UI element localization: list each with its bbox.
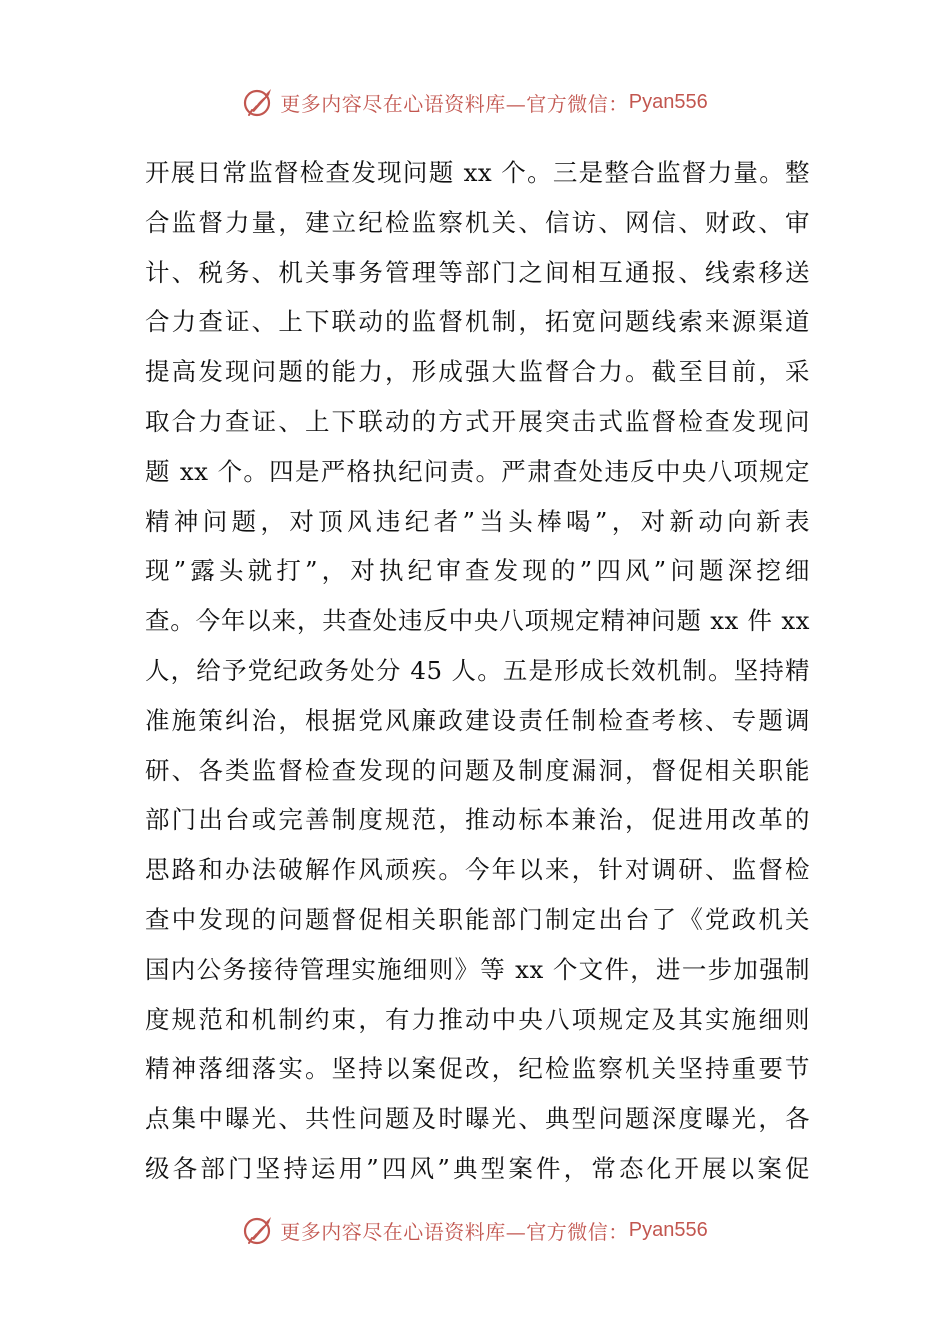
quill-pen-logo-icon bbox=[242, 1213, 276, 1247]
text-line: 取合力查证、上下联动的方式开展突击式监督检查发现问 bbox=[145, 406, 810, 436]
header-wechat-id: Pyan556 bbox=[628, 90, 708, 113]
text-line: 计、税务、机关事务管理等部门之间相互通报、线索移送 bbox=[145, 257, 810, 287]
header-banner-text: 更多内容尽在心语资料库—官方微信： bbox=[280, 91, 629, 116]
footer-watermark-banner bbox=[0, 1210, 950, 1250]
text-line: 级各部门坚持运用”四风”典型案件，常态化开展以案促 bbox=[145, 1153, 810, 1183]
text-line: 合监督力量，建立纪检监察机关、信访、网信、财政、审 bbox=[145, 207, 810, 237]
text-line: 研、各类监督检查发现的问题及制度漏洞，督促相关职能 bbox=[145, 755, 810, 785]
header-watermark-banner bbox=[0, 82, 950, 122]
footer-wechat-id: Pyan556 bbox=[628, 1218, 708, 1241]
text-line: 合力查证、上下联动的监督机制，拓宽问题线索来源渠道 bbox=[145, 307, 810, 337]
text-line: 度规范和机制约束，有力推动中央八项规定及其实施细则 bbox=[145, 1004, 810, 1034]
text-line: 精神问题，对顶风违纪者”当头棒喝”，对新动向新表 bbox=[145, 506, 810, 536]
text-line: 人，给予党纪政务处分 45 人。五是形成长效机制。坚持精 bbox=[145, 655, 810, 685]
text-line: 提高发现问题的能力，形成强大监督合力。截至目前，采 bbox=[145, 357, 810, 387]
footer-banner-text: 更多内容尽在心语资料库—官方微信： bbox=[280, 1219, 629, 1244]
text-line: 国内公务接待管理实施细则》等 xx 个文件，进一步加强制 bbox=[145, 954, 810, 984]
text-line: 精神落细落实。坚持以案促改，纪检监察机关坚持重要节 bbox=[145, 1054, 810, 1084]
text-line: 部门出台或完善制度规范，推动标本兼治，促进用改革的 bbox=[145, 805, 810, 835]
quill-pen-logo-icon bbox=[242, 85, 276, 119]
text-line: 查中发现的问题督促相关职能部门制定出台了《党政机关 bbox=[145, 904, 810, 934]
text-line: 查。今年以来，共查处违反中央八项规定精神问题 xx 件 xx bbox=[145, 606, 810, 636]
text-line: 准施策纠治，根据党风廉政建设责任制检查考核、专题调 bbox=[145, 705, 810, 735]
text-line: 现”露头就打”，对执纪审查发现的”四风”问题深挖细 bbox=[145, 556, 810, 586]
text-line: 题 xx 个。四是严格执纪问责。严肃查处违反中央八项规定 bbox=[145, 456, 810, 486]
text-line: 点集中曝光、共性问题及时曝光、典型问题深度曝光，各 bbox=[145, 1104, 810, 1134]
text-line: 思路和办法破解作风顽疾。今年以来，针对调研、监督检 bbox=[145, 855, 810, 885]
document-body bbox=[145, 148, 810, 1194]
text-line: 开展日常监督检查发现问题 xx 个。三是整合监督力量。整 bbox=[145, 158, 810, 187]
